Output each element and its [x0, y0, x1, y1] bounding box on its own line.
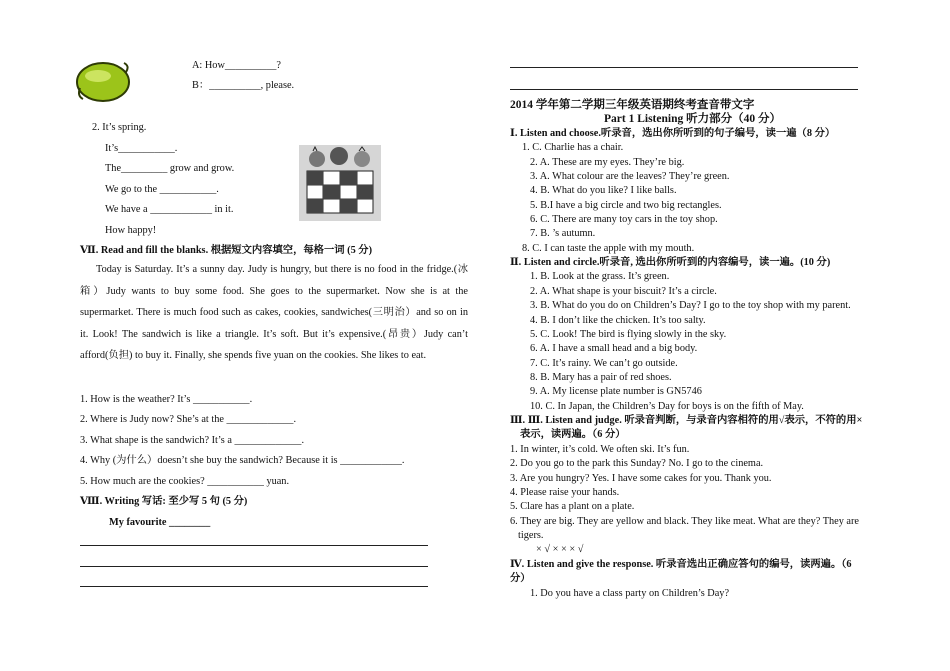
section-2-item: 10. C. In Japan, the Children’s Day for boys is on the fifth of May. [530, 401, 804, 412]
section-1-title: Ⅰ. Listen and choose.听录音，选出你所听到的句子编号，读一遍（8 分） [510, 128, 836, 139]
section-7-question: 3. What shape is the sandwich? It’s a _____________. [80, 435, 305, 446]
page-title: 2014 学年第二学期三年级英语期终考查音带文字 [510, 99, 755, 111]
section-2-item: 9. A. My license plate number is GN5746 [530, 386, 702, 397]
q2-line: We go to the ___________. [105, 184, 219, 195]
section-3-title-cont: 表示，读两遍。（6 分） [520, 429, 626, 440]
q2-line: The_________ grow and grow. [105, 163, 235, 174]
dialog-a: A: How__________? [192, 60, 281, 71]
section-7-question: 5. How much are the cookies? ___________ yuan. [80, 476, 290, 487]
section-3-item: 5. Clare has a plant on a plate. [510, 501, 635, 512]
section-2-item: 8. B. Mary has a pair of red shoes. [530, 372, 672, 383]
top-rule [510, 89, 858, 90]
section-2-item: 4. B. I don’t like the chicken. It’s too salty. [530, 315, 706, 326]
section-3-item: 6. They are big. They are yellow and black. They like meat. What are they? They are [510, 516, 860, 527]
section-1-item: 3. A. What colour are the leaves? They’re green. [530, 171, 730, 182]
section-2-title: Ⅱ. Listen and circle.听录音, 选出你所听到的内容编号，读一遍。(10 分) [510, 257, 831, 268]
section-7-question: 2. Where is Judy now? She’s at the _____________. [80, 414, 297, 425]
section-4-item: 1. Do you have a class party on Children’s Day? [530, 588, 730, 599]
section-4-title: Ⅳ. Listen and give the response. 听录音选出正确应答句的编号，读两遍。（6 [510, 559, 852, 570]
lemon-picture [74, 58, 132, 104]
reading-passage: Today is Saturday. It’s a sunny day. Judy is hungry, but there is no food in the fridge.(冰箱）Judy wants to buy some food. She goes to the supermarket. Now she is at the supermarket. There is much food such as cakes, cookies, sandwiches(三明治）and so on in it. Look! The sandwich is like a triangle. It’s soft. But it’s expensive.(昂贵）Judy can’t afford(负担) to buy it. Finally, she spends five yuan on the cookies. She likes to eat. [80, 264, 468, 361]
section-2-item: 1. B. Look at the grass. It’s green. [530, 271, 670, 282]
section-1-item: 7. B. ’s autumn. [530, 228, 596, 239]
writing-line [80, 566, 428, 567]
section-7-question: 1. How is the weather? It’s ___________. [80, 394, 253, 405]
writing-line [80, 586, 428, 587]
q2-line: How happy! [105, 225, 157, 236]
section-3-item-cont: tigers. [518, 530, 544, 541]
section-3-item: 3. Are you hungry? Yes. I have some cakes for you. Thank you. [510, 473, 772, 484]
section-2-item: 6. A. I have a small head and a big body. [530, 343, 698, 354]
section-1-item: 5. B.I have a big circle and two big rectangles. [530, 200, 722, 211]
section-1-item: 6. C. There are many toy cars in the toy shop. [530, 214, 718, 225]
section-3-item: 1. In winter, it’s cold. We often ski. It’s fun. [510, 444, 690, 455]
section-8-subtitle: My favourite ________ [109, 517, 211, 528]
section-2-item: 5. C. Look! The bird is flying slowly in the sky. [530, 329, 727, 340]
section-1-item: 8. C. I can taste the apple with my mouth. [522, 243, 695, 254]
section-1-item: 1. C. Charlie has a chair. [522, 142, 624, 153]
section-3-answers: × √ × × × √ [536, 544, 584, 555]
page-subtitle: Part 1 Listening 听力部分（40 分） [604, 113, 781, 125]
section-4-title-cont: 分） [510, 573, 531, 584]
picnic-picture [299, 145, 381, 221]
section-3-item: 4. Please raise your hands. [510, 487, 620, 498]
q2-line: We have a ____________ in it. [105, 204, 234, 215]
section-2-item: 3. B. What do you do on Children’s Day? I go to the toy shop with my parent. [530, 300, 851, 311]
dialog-b: B：__________, please. [192, 80, 295, 91]
writing-line [80, 545, 428, 546]
section-7-title: Ⅶ. Read and fill the blanks. 根据短文内容填空，每格一词 (5 分) [80, 245, 373, 256]
q2-heading: 2. It’s spring. [92, 122, 147, 133]
section-1-item: 4. B. What do you like? I like balls. [530, 185, 677, 196]
section-8-title: Ⅷ. Writing 写话: 至少写 5 句 (5 分) [80, 496, 248, 507]
section-2-item: 2. A. What shape is your biscuit? It’s a circle. [530, 286, 717, 297]
section-3-title: Ⅲ. Ⅲ. Listen and judge. 听录音判断，与录音内容相符的用√表示，不符的用× [510, 415, 863, 426]
section-3-item: 2. Do you go to the park this Sunday? No. I go to the cinema. [510, 458, 764, 469]
section-2-item: 7. C. It’s rainy. We can’t go outside. [530, 358, 678, 369]
q2-line: It’s___________. [105, 143, 178, 154]
section-7-question: 4. Why (为什么）doesn’t she buy the sandwich? Because it is ____________. [80, 455, 405, 466]
top-rule [510, 67, 858, 68]
section-1-item: 2. A. These are my eyes. They’re big. [530, 157, 685, 168]
